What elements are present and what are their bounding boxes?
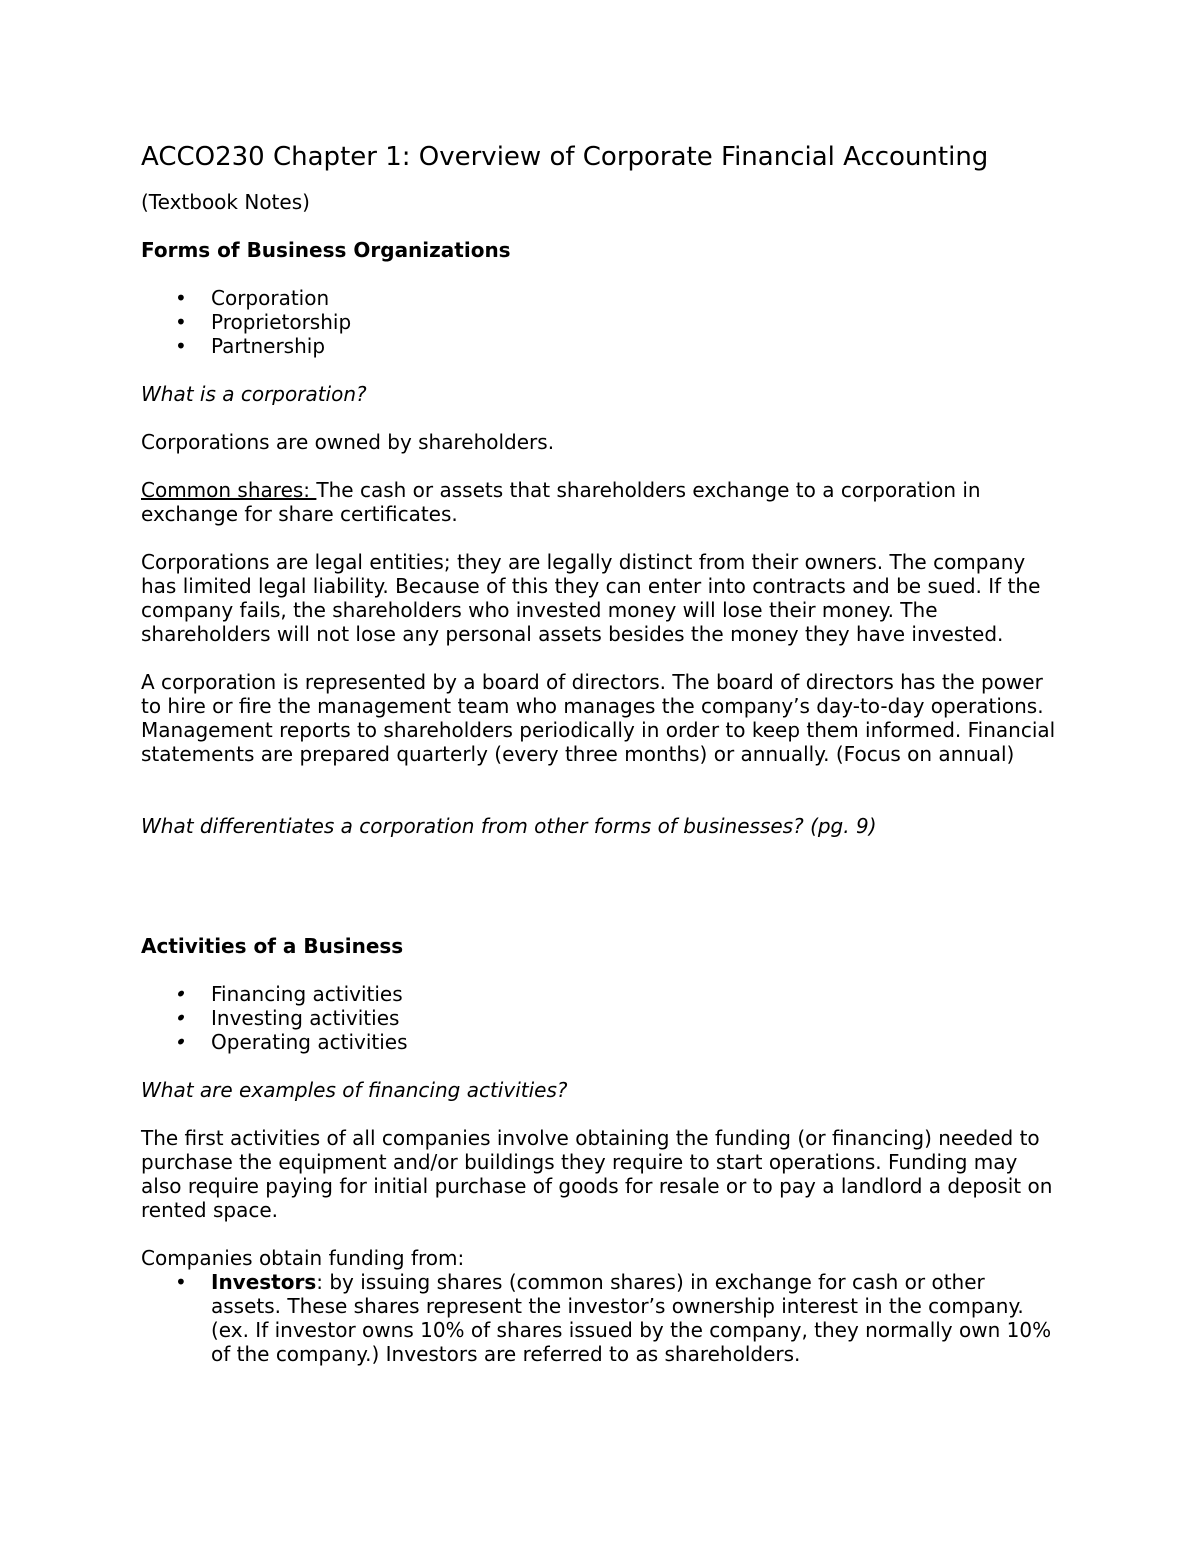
list-item [141, 1006, 1061, 1030]
definition-common-shares: The cash or assets that shareholders exchange to a corporation in exchange for share certificates. [141, 478, 981, 526]
list-item [141, 1030, 1061, 1054]
section-heading-business-activities: Activities of a Business [141, 934, 404, 958]
bullet-icon: • [175, 286, 187, 310]
bullet-icon: • [171, 1030, 191, 1054]
document-subtitle: (Textbook Notes) [141, 190, 310, 214]
list-item-label: Investing activities [211, 1006, 400, 1030]
paragraph-funding-sources-intro: Companies obtain funding from: [141, 1246, 465, 1270]
term-common-shares: Common shares: [141, 478, 317, 502]
paragraph-common-shares [141, 478, 1061, 526]
term-investors: Investors [211, 1270, 317, 1294]
paragraph-legal-entities: Corporations are legal entities; they are legally distinct from their owners. The company has limited legal liability. Because of this they can enter into contracts and be sued. If the company fails, the shareholders who invested money will lose their money. The shareholders will not lose any personal assets besides the money they have invested. [141, 550, 1041, 646]
document-title: ACCO230 Chapter 1: Overview of Corporate Financial Accounting [141, 142, 989, 172]
question-what-is-corporation: What is a corporation? [141, 382, 367, 406]
question-financing-examples: What are examples of financing activities? [141, 1078, 568, 1102]
definition-investors: : by issuing shares (common shares) in exchange for cash or other assets. These shares represent the investor’s ownership interest in the company. (ex. If investor owns 10% of shares issued by the company, they normally own 10% of the company.) Investors are referred to as shareholders. [211, 1270, 1052, 1366]
bullet-icon: • [175, 334, 187, 358]
paragraph-owned-by-shareholders: Corporations are owned by shareholders. [141, 430, 555, 454]
list-item [141, 334, 1061, 358]
list-item [141, 310, 1061, 334]
list-item-label: Financing activities [211, 982, 403, 1006]
list-item-label: Partnership [211, 334, 326, 358]
list-item [141, 1270, 1061, 1366]
list-item-label: Corporation [211, 286, 330, 310]
section-heading-business-forms: Forms of Business Organizations [141, 238, 511, 262]
paragraph-first-activities: The first activities of all companies involve obtaining the funding (or financing) needed to purchase the equipment and/or buildings they require to start operations. Funding may also require paying for initial purchase of goods for resale or to pay a landlord a deposit on rented space. [141, 1126, 1053, 1222]
bullet-icon: • [171, 1006, 191, 1030]
list-item [141, 286, 1061, 310]
list-item [141, 982, 1061, 1006]
bullet-icon: • [171, 982, 191, 1006]
business-forms-list [141, 286, 1061, 358]
list-item-label: Proprietorship [211, 310, 352, 334]
bullet-icon: • [175, 1270, 187, 1294]
bullet-icon: • [175, 310, 187, 334]
question-differentiates-corporation: What differentiates a corporation from other forms of businesses? (pg. 9) [141, 814, 877, 838]
funding-sources-list [141, 1270, 1061, 1366]
business-activities-list [141, 982, 1061, 1054]
document-page [141, 140, 1061, 1366]
paragraph-board-of-directors: A corporation is represented by a board of directors. The board of directors has the power to hire or fire the management team who manages the company’s day-to-day operations. Management reports to shareholders periodically in order to keep them informed. Financial statements are prepared quarterly (every three months) or annually. (Focus on annual) [141, 670, 1056, 766]
list-item-label: Operating activities [211, 1030, 408, 1054]
